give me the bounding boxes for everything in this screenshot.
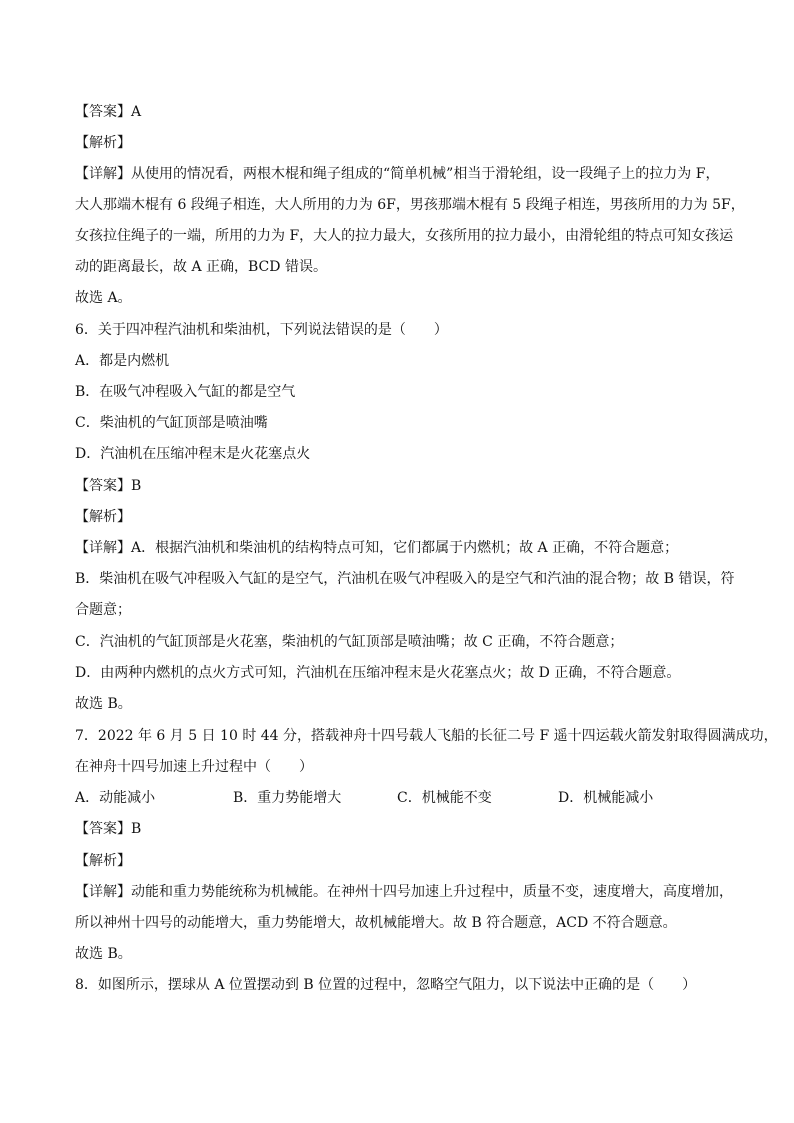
q6-option-a: A．都是内燃机	[75, 353, 170, 369]
q6-conclusion: 故选 B。	[75, 696, 132, 712]
q7-conclusion: 故选 B。	[75, 946, 132, 962]
q6-detail-line-3: 合题意；	[75, 602, 131, 618]
q6-answer: 【答案】B	[75, 478, 142, 494]
q7-option-d: D．机械能减小	[558, 790, 654, 806]
q5-analysis-heading: 【解析】	[75, 135, 131, 151]
q5-conclusion: 故选 A。	[75, 290, 132, 306]
q6-detail-line-1: 【详解】A．根据汽油机和柴油机的结构特点可知，它们都属于内燃机；故 A 正确，不符合题意；	[75, 540, 679, 556]
q7-detail-line-1: 【详解】动能和重力势能统称为机械能。在神州十四号加速上升过程中，质量不变，速度增大，高度增加，	[75, 884, 733, 900]
q6-option-b: B．在吸气冲程吸入气缸的都是空气	[75, 384, 296, 400]
q6-option-c: C．柴油机的气缸顶部是喷油嘴	[75, 415, 268, 431]
q5-detail-line-2: 大人那端木棍有 6 段绳子相连，大人所用的力为 6F，男孩那端木棍有 5 段绳子相连，男孩所用的力为 5F，	[75, 197, 745, 213]
q7-option-c: C．机械能不变	[397, 790, 492, 806]
q5-detail-line-4: 动的距离最长，故 A 正确，BCD 错误。	[75, 259, 327, 275]
q7-detail-line-2: 所以神州十四号的动能增大，重力势能增大，故机械能增大。故 B 符合题意，ACD 不符合题意。	[75, 915, 677, 931]
q8-question: 8．如图所示，摆球从 A 位置摆动到 B 位置的过程中，忽略空气阻力，以下说法中正确的是（ ）	[75, 977, 697, 993]
q7-question-line-2: 在神舟十四号加速上升过程中（ ）	[75, 759, 313, 775]
q6-detail-line-5: D．由两种内燃机的点火方式可知，汽油机在压缩冲程末是火花塞点火；故 D 正确，不符合题意。	[75, 665, 681, 681]
q6-analysis-heading: 【解析】	[75, 509, 131, 525]
q7-analysis-heading: 【解析】	[75, 853, 131, 869]
q5-answer: 【答案】A	[75, 104, 142, 120]
q7-answer: 【答案】B	[75, 821, 142, 837]
q6-detail-line-4: C．汽油机的气缸顶部是火花塞，柴油机的气缸顶部是喷油嘴；故 C 正确，不符合题意；	[75, 634, 624, 650]
q7-option-a: A．动能减小	[75, 790, 156, 806]
q7-question-line-1: 7．2022 年 6 月 5 日 10 时 44 分，搭载神舟十四号载人飞船的长征二号 F 遥十四运载火箭发射取得圆满成功，	[75, 728, 778, 744]
q6-detail-line-2: B．柴油机在吸气冲程吸入气缸的是空气，汽油机在吸气冲程吸入的是空气和汽油的混合物；故 B 错误，符	[75, 571, 735, 587]
q7-option-b: B．重力势能增大	[233, 790, 342, 806]
q6-question: 6．关于四冲程汽油机和柴油机，下列说法错误的是（ ）	[75, 322, 448, 338]
q6-option-d: D．汽油机在压缩冲程末是火花塞点火	[75, 446, 311, 462]
q5-detail-line-1: 【详解】从使用的情况看，两根木棍和绳子组成的“简单机械”相当于滑轮组，设一段绳子上的拉力为 F，	[75, 166, 720, 182]
q5-detail-line-3: 女孩拉住绳子的一端，所用的力为 F，大人的拉力最大，女孩所用的拉力最小，由滑轮组的特点可知女孩运	[75, 228, 734, 244]
